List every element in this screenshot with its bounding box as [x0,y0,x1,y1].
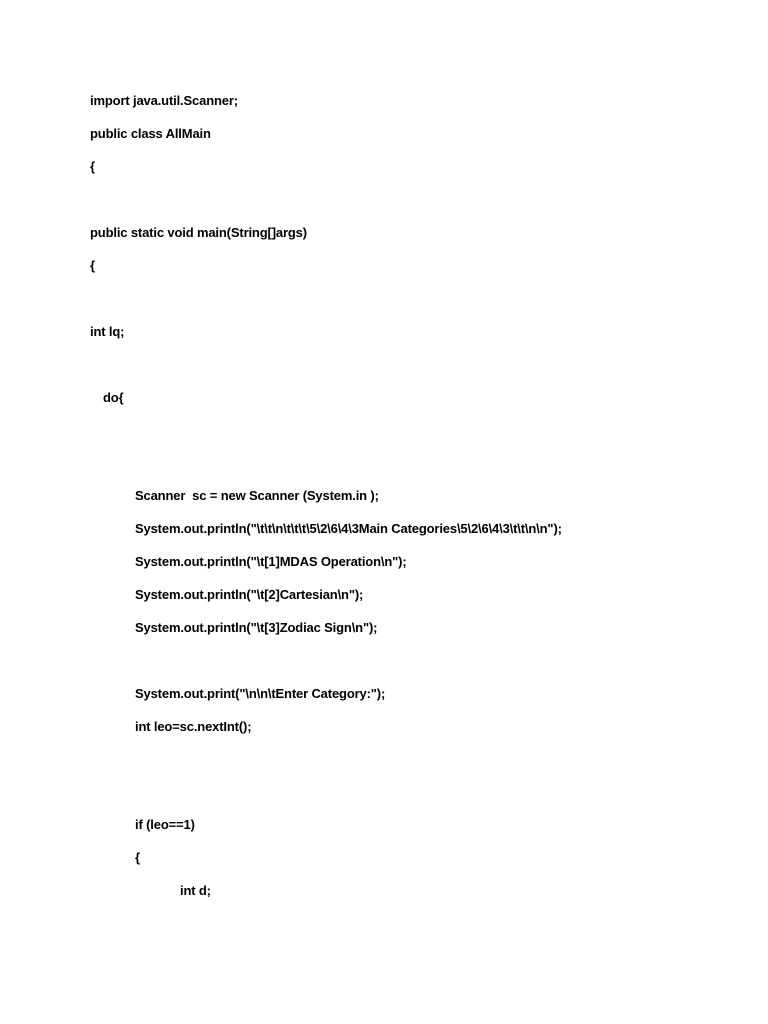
code-line-if-statement: if (leo==1) [135,817,195,832]
code-line-scanner: Scanner sc = new Scanner (System.in ); [135,488,379,503]
code-line-print-option-2: System.out.println("\t[2]Cartesian\n"); [135,587,364,602]
code-line-print-option-1: System.out.println("\t[1]MDAS Operation\n"); [135,554,407,569]
code-line-print-option-3: System.out.println("\t[3]Zodiac Sign\n"); [135,620,378,635]
code-line-main-method: public static void main(String[]args) [90,225,307,240]
code-line-class-open-brace: { [90,159,95,174]
code-line-print-header: System.out.println("\t\t\n\t\t\t\5\2\6\4\3Main Categories\5\2\6\4\3\t\t\n\n"); [135,521,562,536]
code-line-main-open-brace: { [90,258,95,273]
code-line-read-input: int leo=sc.nextInt(); [135,719,252,734]
code-line-if-open-brace: { [135,850,140,865]
code-line-int-d: int d; [180,883,211,898]
code-line-int-declaration: int lq; [90,324,125,339]
code-line-class-declaration: public class AllMain [90,126,211,141]
code-line-do-loop: do{ [103,390,124,405]
code-line-import: import java.util.Scanner; [90,93,238,108]
code-line-print-prompt: System.out.print("\n\n\tEnter Category:"); [135,686,386,701]
